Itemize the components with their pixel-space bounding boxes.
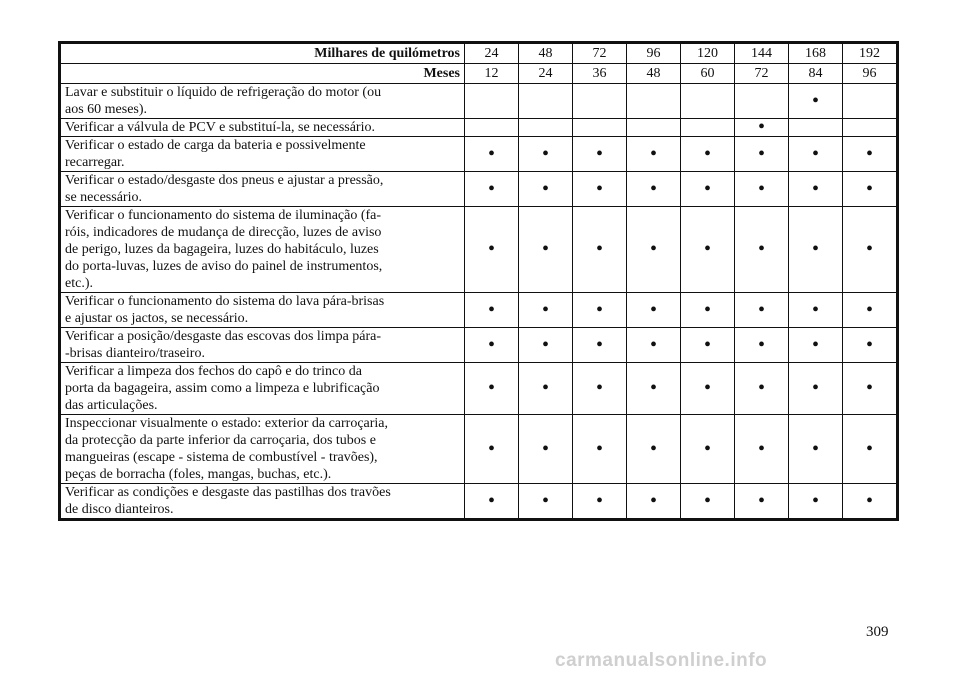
bullet-icon: • <box>703 177 711 200</box>
task-text-line: recarregar. <box>65 155 125 170</box>
bullet-icon: • <box>757 142 765 165</box>
interval-cell <box>789 484 843 520</box>
bullet-icon: • <box>865 238 873 260</box>
interval-cell <box>681 119 735 137</box>
bullet-icon: • <box>811 437 819 460</box>
schedule-row <box>60 484 898 520</box>
months-value: 84 <box>789 64 843 84</box>
interval-cell <box>627 172 681 207</box>
schedule-row <box>60 172 898 207</box>
interval-cell <box>789 363 843 415</box>
task-text-line: Verificar a válvula de PCV e substituí-la, se necessário. <box>65 120 375 135</box>
schedule-row <box>60 119 898 137</box>
task-text-line: Verificar o funcionamento do sistema do lava pára-brisas <box>65 294 385 309</box>
bullet-icon: • <box>541 377 549 399</box>
task-text-line: róis, indicadores de mudança de direcção, luzes de aviso <box>65 225 382 240</box>
interval-cell <box>843 363 898 415</box>
interval-cell <box>627 415 681 484</box>
interval-cell <box>735 415 789 484</box>
interval-cell <box>735 116 789 138</box>
months-header-row <box>60 64 898 84</box>
mileage-value: 96 <box>627 43 681 64</box>
mileage-value: 48 <box>519 43 573 64</box>
task-text-line: Inspeccionar visualmente o estado: exterior da carroçaria, <box>65 416 389 431</box>
bullet-icon: • <box>757 489 765 512</box>
mileage-value: 24 <box>465 43 519 64</box>
bullet-icon: • <box>541 142 549 165</box>
interval-cell <box>843 207 898 293</box>
task-text-line: Verificar a posição/desgaste das escovas dos limpa pára- <box>65 329 382 344</box>
interval-cell <box>465 415 519 484</box>
interval-cell <box>627 293 681 328</box>
mileage-value: 144 <box>735 43 789 64</box>
bullet-icon: • <box>865 177 873 200</box>
task-description <box>60 484 465 520</box>
interval-cell <box>465 172 519 207</box>
interval-cell <box>573 328 627 363</box>
bullet-icon: • <box>703 333 711 356</box>
interval-cell <box>465 363 519 415</box>
interval-cell <box>843 484 898 520</box>
interval-cell <box>627 207 681 293</box>
interval-cell <box>519 84 573 119</box>
interval-cell <box>843 328 898 363</box>
task-description <box>60 363 465 415</box>
bullet-icon: • <box>649 377 657 399</box>
interval-cell <box>681 84 735 119</box>
schedule-row <box>60 415 898 484</box>
interval-cell <box>843 415 898 484</box>
task-text-line: peças de borracha (foles, mangas, buchas, etc.). <box>65 467 332 482</box>
interval-cell <box>573 137 627 172</box>
bullet-icon: • <box>757 298 765 321</box>
task-text-line: da protecção da parte inferior da carroçaria, dos tubos e <box>65 433 376 448</box>
bullet-icon: • <box>595 177 603 200</box>
task-text-line: Verificar o funcionamento do sistema de iluminação (fa- <box>65 208 382 223</box>
bullet-icon: • <box>649 489 657 512</box>
schedule-body <box>60 43 898 520</box>
interval-cell <box>681 207 735 293</box>
bullet-icon: • <box>865 377 873 399</box>
bullet-icon: • <box>649 298 657 321</box>
interval-cell <box>681 328 735 363</box>
bullet-icon: • <box>757 116 765 138</box>
bullet-icon: • <box>541 238 549 260</box>
mileage-value: 72 <box>573 43 627 64</box>
interval-cell <box>627 119 681 137</box>
bullet-icon: • <box>865 142 873 165</box>
mileage-header-row <box>60 43 898 64</box>
interval-cell <box>519 293 573 328</box>
interval-cell <box>627 484 681 520</box>
interval-cell <box>735 137 789 172</box>
task-text-line: etc.). <box>65 276 93 291</box>
bullet-icon: • <box>487 177 495 200</box>
mileage-value: 168 <box>789 43 843 64</box>
interval-cell <box>519 137 573 172</box>
bullet-icon: • <box>757 177 765 200</box>
interval-cell <box>735 207 789 293</box>
interval-cell <box>573 172 627 207</box>
page-number: 309 <box>866 624 889 640</box>
task-description <box>60 415 465 484</box>
bullet-icon: • <box>865 489 873 512</box>
bullet-icon: • <box>757 238 765 260</box>
mileage-value: 192 <box>843 43 898 64</box>
bullet-icon: • <box>595 142 603 165</box>
bullet-icon: • <box>541 333 549 356</box>
bullet-icon: • <box>541 177 549 200</box>
interval-cell <box>735 172 789 207</box>
bullet-icon: • <box>811 89 819 112</box>
mileage-value: 120 <box>681 43 735 64</box>
schedule-row <box>60 293 898 328</box>
interval-cell <box>519 484 573 520</box>
interval-cell <box>681 415 735 484</box>
schedule-row <box>60 328 898 363</box>
bullet-icon: • <box>487 489 495 512</box>
task-text-line: de disco dianteiros. <box>65 502 174 517</box>
task-text-line: Verificar as condições e desgaste das pastilhas dos travões <box>65 485 391 500</box>
task-description <box>60 137 465 172</box>
bullet-icon: • <box>595 333 603 356</box>
interval-cell <box>789 207 843 293</box>
bullet-icon: • <box>487 377 495 399</box>
interval-cell <box>735 484 789 520</box>
bullet-icon: • <box>595 238 603 260</box>
bullet-icon: • <box>703 238 711 260</box>
task-description <box>60 119 465 137</box>
interval-cell <box>465 84 519 119</box>
interval-cell <box>465 119 519 137</box>
interval-cell <box>519 415 573 484</box>
bullet-icon: • <box>487 437 495 460</box>
interval-cell <box>465 293 519 328</box>
interval-cell <box>681 137 735 172</box>
interval-cell <box>789 84 843 119</box>
task-text-line: das articulações. <box>65 398 158 413</box>
bullet-icon: • <box>595 437 603 460</box>
bullet-icon: • <box>595 377 603 399</box>
bullet-icon: • <box>811 333 819 356</box>
interval-cell <box>681 293 735 328</box>
bullet-icon: • <box>865 333 873 356</box>
bullet-icon: • <box>703 142 711 165</box>
bullet-icon: • <box>649 333 657 356</box>
task-text-line: do porta-luvas, luzes de aviso do painel de instrumentos, <box>65 259 383 274</box>
task-text-line: Lavar e substituir o líquido de refrigeração do motor (ou <box>65 85 382 100</box>
bullet-icon: • <box>649 238 657 260</box>
interval-cell <box>681 363 735 415</box>
bullet-icon: • <box>811 489 819 512</box>
interval-cell <box>519 328 573 363</box>
months-label: Meses <box>60 64 465 84</box>
task-description <box>60 172 465 207</box>
task-text-line: Verificar a limpeza dos fechos do capô e do trinco da <box>65 364 362 379</box>
interval-cell <box>465 484 519 520</box>
bullet-icon: • <box>811 238 819 260</box>
interval-cell <box>519 207 573 293</box>
bullet-icon: • <box>865 437 873 460</box>
bullet-icon: • <box>703 377 711 399</box>
maintenance-schedule-table <box>58 41 899 521</box>
interval-cell <box>627 328 681 363</box>
interval-cell <box>573 363 627 415</box>
interval-cell <box>735 84 789 119</box>
months-value: 60 <box>681 64 735 84</box>
bullet-icon: • <box>649 177 657 200</box>
schedule-row <box>60 84 898 119</box>
task-text-line: Verificar o estado de carga da bateria e possivelmente <box>65 138 366 153</box>
interval-cell <box>519 119 573 137</box>
months-value: 12 <box>465 64 519 84</box>
interval-cell <box>627 84 681 119</box>
interval-cell <box>789 137 843 172</box>
interval-cell <box>843 293 898 328</box>
interval-cell <box>519 172 573 207</box>
watermark-text: carmanualsonline.info <box>555 650 768 671</box>
task-text-line: Verificar o estado/desgaste dos pneus e ajustar a pressão, <box>65 173 384 188</box>
interval-cell <box>573 293 627 328</box>
task-text-line: e ajustar os jactos, se necessário. <box>65 311 249 326</box>
bullet-icon: • <box>703 298 711 321</box>
months-value: 24 <box>519 64 573 84</box>
interval-cell <box>681 484 735 520</box>
interval-cell <box>735 293 789 328</box>
task-description <box>60 207 465 293</box>
bullet-icon: • <box>757 377 765 399</box>
task-text-line: aos 60 meses). <box>65 102 148 117</box>
interval-cell <box>465 207 519 293</box>
bullet-icon: • <box>649 437 657 460</box>
bullet-icon: • <box>487 333 495 356</box>
bullet-icon: • <box>811 177 819 200</box>
interval-cell <box>843 84 898 119</box>
interval-cell <box>789 328 843 363</box>
bullet-icon: • <box>757 437 765 460</box>
interval-cell <box>465 328 519 363</box>
task-description <box>60 328 465 363</box>
interval-cell <box>789 415 843 484</box>
task-text-line: mangueiras (escape - sistema de combustível - travões), <box>65 450 378 465</box>
months-value: 72 <box>735 64 789 84</box>
bullet-icon: • <box>757 333 765 356</box>
bullet-icon: • <box>595 298 603 321</box>
task-description <box>60 84 465 119</box>
interval-cell <box>681 172 735 207</box>
months-value: 48 <box>627 64 681 84</box>
interval-cell <box>627 137 681 172</box>
interval-cell <box>789 119 843 137</box>
interval-cell <box>519 363 573 415</box>
bullet-icon: • <box>487 142 495 165</box>
interval-cell <box>789 293 843 328</box>
interval-cell <box>573 207 627 293</box>
schedule-row <box>60 207 898 293</box>
interval-cell <box>573 415 627 484</box>
bullet-icon: • <box>487 238 495 260</box>
interval-cell <box>843 119 898 137</box>
bullet-icon: • <box>811 142 819 165</box>
task-text-line: de perigo, luzes da bagageira, luzes do habitáculo, luzes <box>65 242 379 257</box>
bullet-icon: • <box>649 142 657 165</box>
interval-cell <box>573 119 627 137</box>
interval-cell <box>735 363 789 415</box>
interval-cell <box>735 328 789 363</box>
interval-cell <box>573 484 627 520</box>
interval-cell <box>465 137 519 172</box>
bullet-icon: • <box>541 437 549 460</box>
bullet-icon: • <box>703 489 711 512</box>
bullet-icon: • <box>811 298 819 321</box>
bullet-icon: • <box>541 298 549 321</box>
task-text-line: se necessário. <box>65 190 142 205</box>
bullet-icon: • <box>595 489 603 512</box>
schedule-row <box>60 137 898 172</box>
interval-cell <box>627 363 681 415</box>
interval-cell <box>573 84 627 119</box>
task-text-line: porta da bagageira, assim como a limpeza e lubrificação <box>65 381 380 396</box>
interval-cell <box>843 172 898 207</box>
mileage-label: Milhares de quilómetros <box>60 43 465 64</box>
months-value: 36 <box>573 64 627 84</box>
interval-cell <box>843 137 898 172</box>
bullet-icon: • <box>541 489 549 512</box>
bullet-icon: • <box>811 377 819 399</box>
bullet-icon: • <box>703 437 711 460</box>
interval-cell <box>789 172 843 207</box>
schedule-row <box>60 363 898 415</box>
task-description <box>60 293 465 328</box>
bullet-icon: • <box>865 298 873 321</box>
bullet-icon: • <box>487 298 495 321</box>
task-text-line: -brisas dianteiro/traseiro. <box>65 346 205 361</box>
months-value: 96 <box>843 64 898 84</box>
